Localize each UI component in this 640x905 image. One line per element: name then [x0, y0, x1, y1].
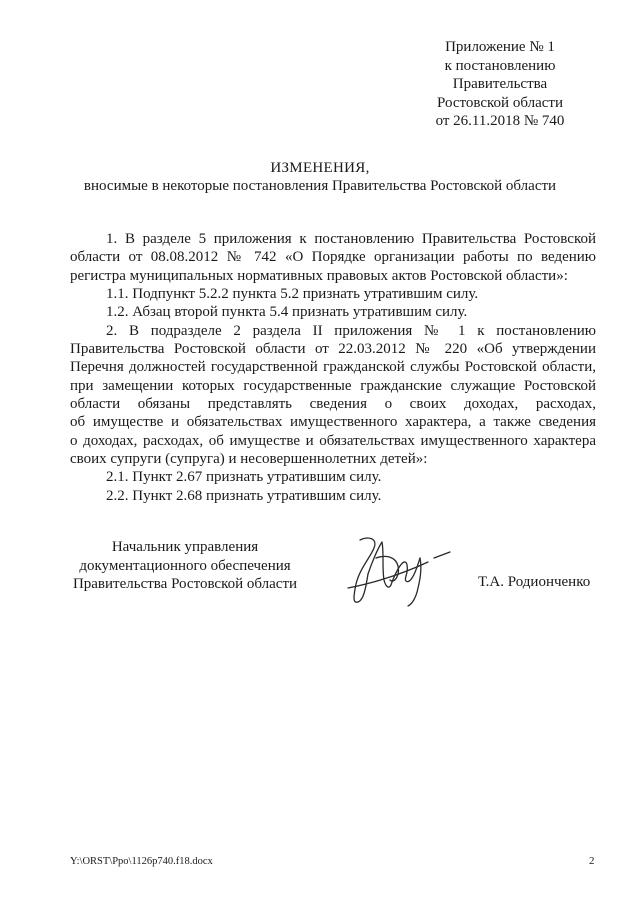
appendix-region: Ростовской области: [437, 94, 563, 111]
appendix-header: [420, 38, 580, 131]
item-2-2: 2.2. Пункт 2.68 признать утратившим силу.: [106, 487, 382, 504]
footer-file-path: Y:\ORST\Ppo\1126p740.f18.docx: [70, 856, 213, 867]
item-1-line-3: регистра муниципальных нормативных правовых актов Ростовской области»:: [70, 267, 568, 284]
item-2-1: 2.1. Пункт 2.67 признать утратившим силу.: [106, 469, 382, 486]
item-2-line-4: при замещении которых государственные гражданские служащие Ростовской: [70, 377, 596, 394]
item-2-line-6: об имуществе и обязательствах имущественного характера, а также сведения: [70, 414, 596, 431]
appendix-date-number: от 26.11.2018 № 740: [435, 113, 565, 130]
document-body: [70, 230, 596, 505]
appendix-number: Приложение № 1: [445, 39, 555, 55]
item-2-line-7: о доходах, расходах, об имуществе и обязательствах имущественного характера: [70, 432, 596, 449]
title-subheading: вносимые в некоторые постановления Правительства Ростовской области: [83, 178, 557, 194]
item-2-line-8: своих супруги (супруга) и несовершеннолетних детей»:: [70, 451, 428, 468]
item-1-line-1: 1. В разделе 5 приложения к постановлению Правительства Ростовской: [106, 231, 596, 247]
page-number: 2: [589, 855, 595, 867]
title-heading: ИЗМЕНЕНИЯ,: [270, 160, 370, 176]
position-line-1: Начальник управления: [111, 539, 259, 555]
item-2-line-2: Правительства Ростовской области от 22.03.2012 № 220 «Об утверждении: [70, 341, 596, 358]
signatory-position: [70, 538, 300, 594]
item-1-line-2: области от 08.08.2012 № 742 «О Порядке организации работы по ведению: [70, 249, 596, 266]
position-line-3: Правительства Ростовской области: [72, 576, 298, 592]
item-1-1: 1.1. Подпункт 5.2.2 пункта 5.2 признать утратившим силу.: [106, 286, 479, 303]
item-2-line-5: области обязаны представлять сведения о своих доходах, расходах,: [70, 396, 596, 413]
item-2-line-1: 2. В подразделе 2 раздела II приложения № 1 к постановлению: [106, 322, 596, 339]
position-line-2: документационного обеспечения: [79, 557, 291, 574]
item-2-line-3: Перечня должностей государственной гражданской службы Ростовской области,: [70, 359, 596, 376]
signatory-name: Т.А. Родионченко: [478, 574, 591, 590]
appendix-to-resolution: к постановлению: [444, 57, 556, 74]
handwritten-signature: [338, 528, 458, 618]
appendix-government: Правительства: [452, 76, 548, 93]
item-1-2: 1.2. Абзац второй пункта 5.4 признать утратившим силу.: [106, 304, 468, 321]
document-title: [40, 159, 600, 195]
